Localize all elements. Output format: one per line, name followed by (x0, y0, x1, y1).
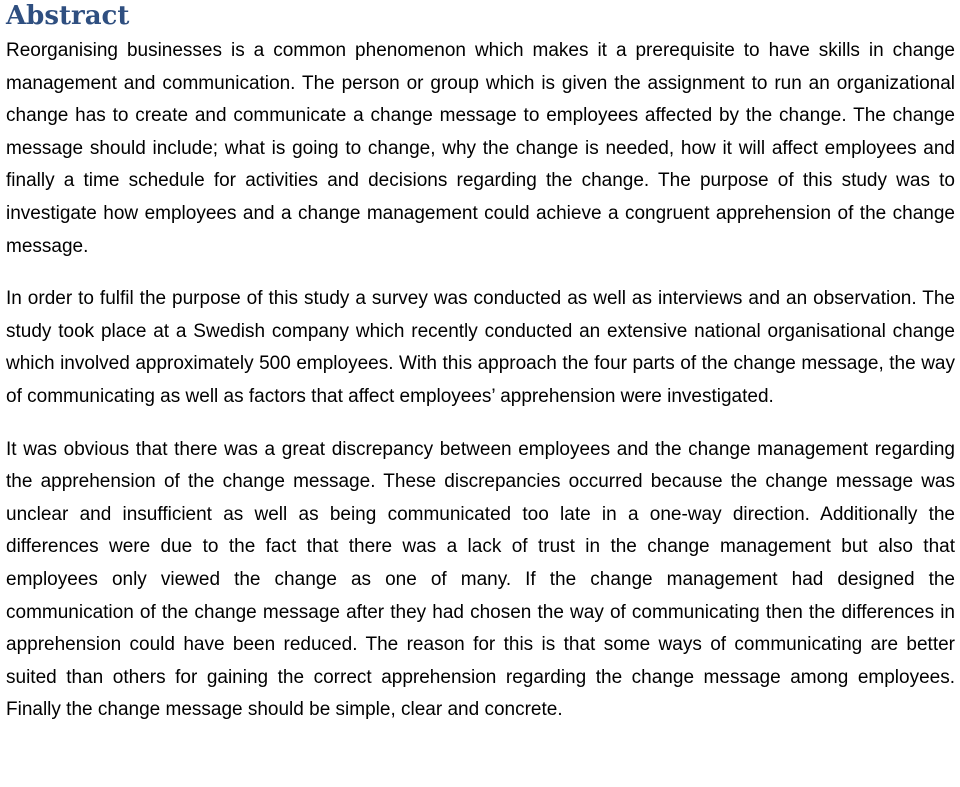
abstract-paragraph-3: It was obvious that there was a great discrepancy between employees and the change management regarding the apprehension of the change message. These discrepancies occurred because the change message was unclear and insufficient as well as being communicated too late in a one-way direction. Additionally the differences were due to the fact that there was a lack of trust in the change management but also that employees only viewed the change as one of many. If the change management had designed the communication of the change message after they had chosen the way of communicating then the differences in apprehension could have been reduced. The reason for this is that some ways of communicating are better suited than others for gaining the correct apprehension regarding the change message among employees. Finally the change message should be simple, clear and concrete. (6, 438, 955, 721)
page-title: Abstract (6, 1, 130, 31)
document-page (6, 0, 955, 727)
abstract-paragraph-1: Reorganising businesses is a common phenomenon which makes it a prerequisite to have skills in change management and communication. The person or group which is given the assignment to run an organizational change has to create and communicate a change message to employees affected by the change. The change message should include; what is going to change, why the change is needed, how it will affect employees and finally a time schedule for activities and decisions regarding the change. The purpose of this study was to investigate how employees and a change management could achieve a congruent apprehension of the change message. (6, 40, 955, 257)
abstract-paragraph-2: In order to fulfil the purpose of this study a survey was conducted as well as interviews and an observation. The study took place at a Swedish company which recently conducted an extensive national organisational change which involved approximately 500 employees. With this approach the four parts of the change message, the way of communicating as well as factors that affect employees’ apprehension were investigated. (6, 288, 955, 407)
